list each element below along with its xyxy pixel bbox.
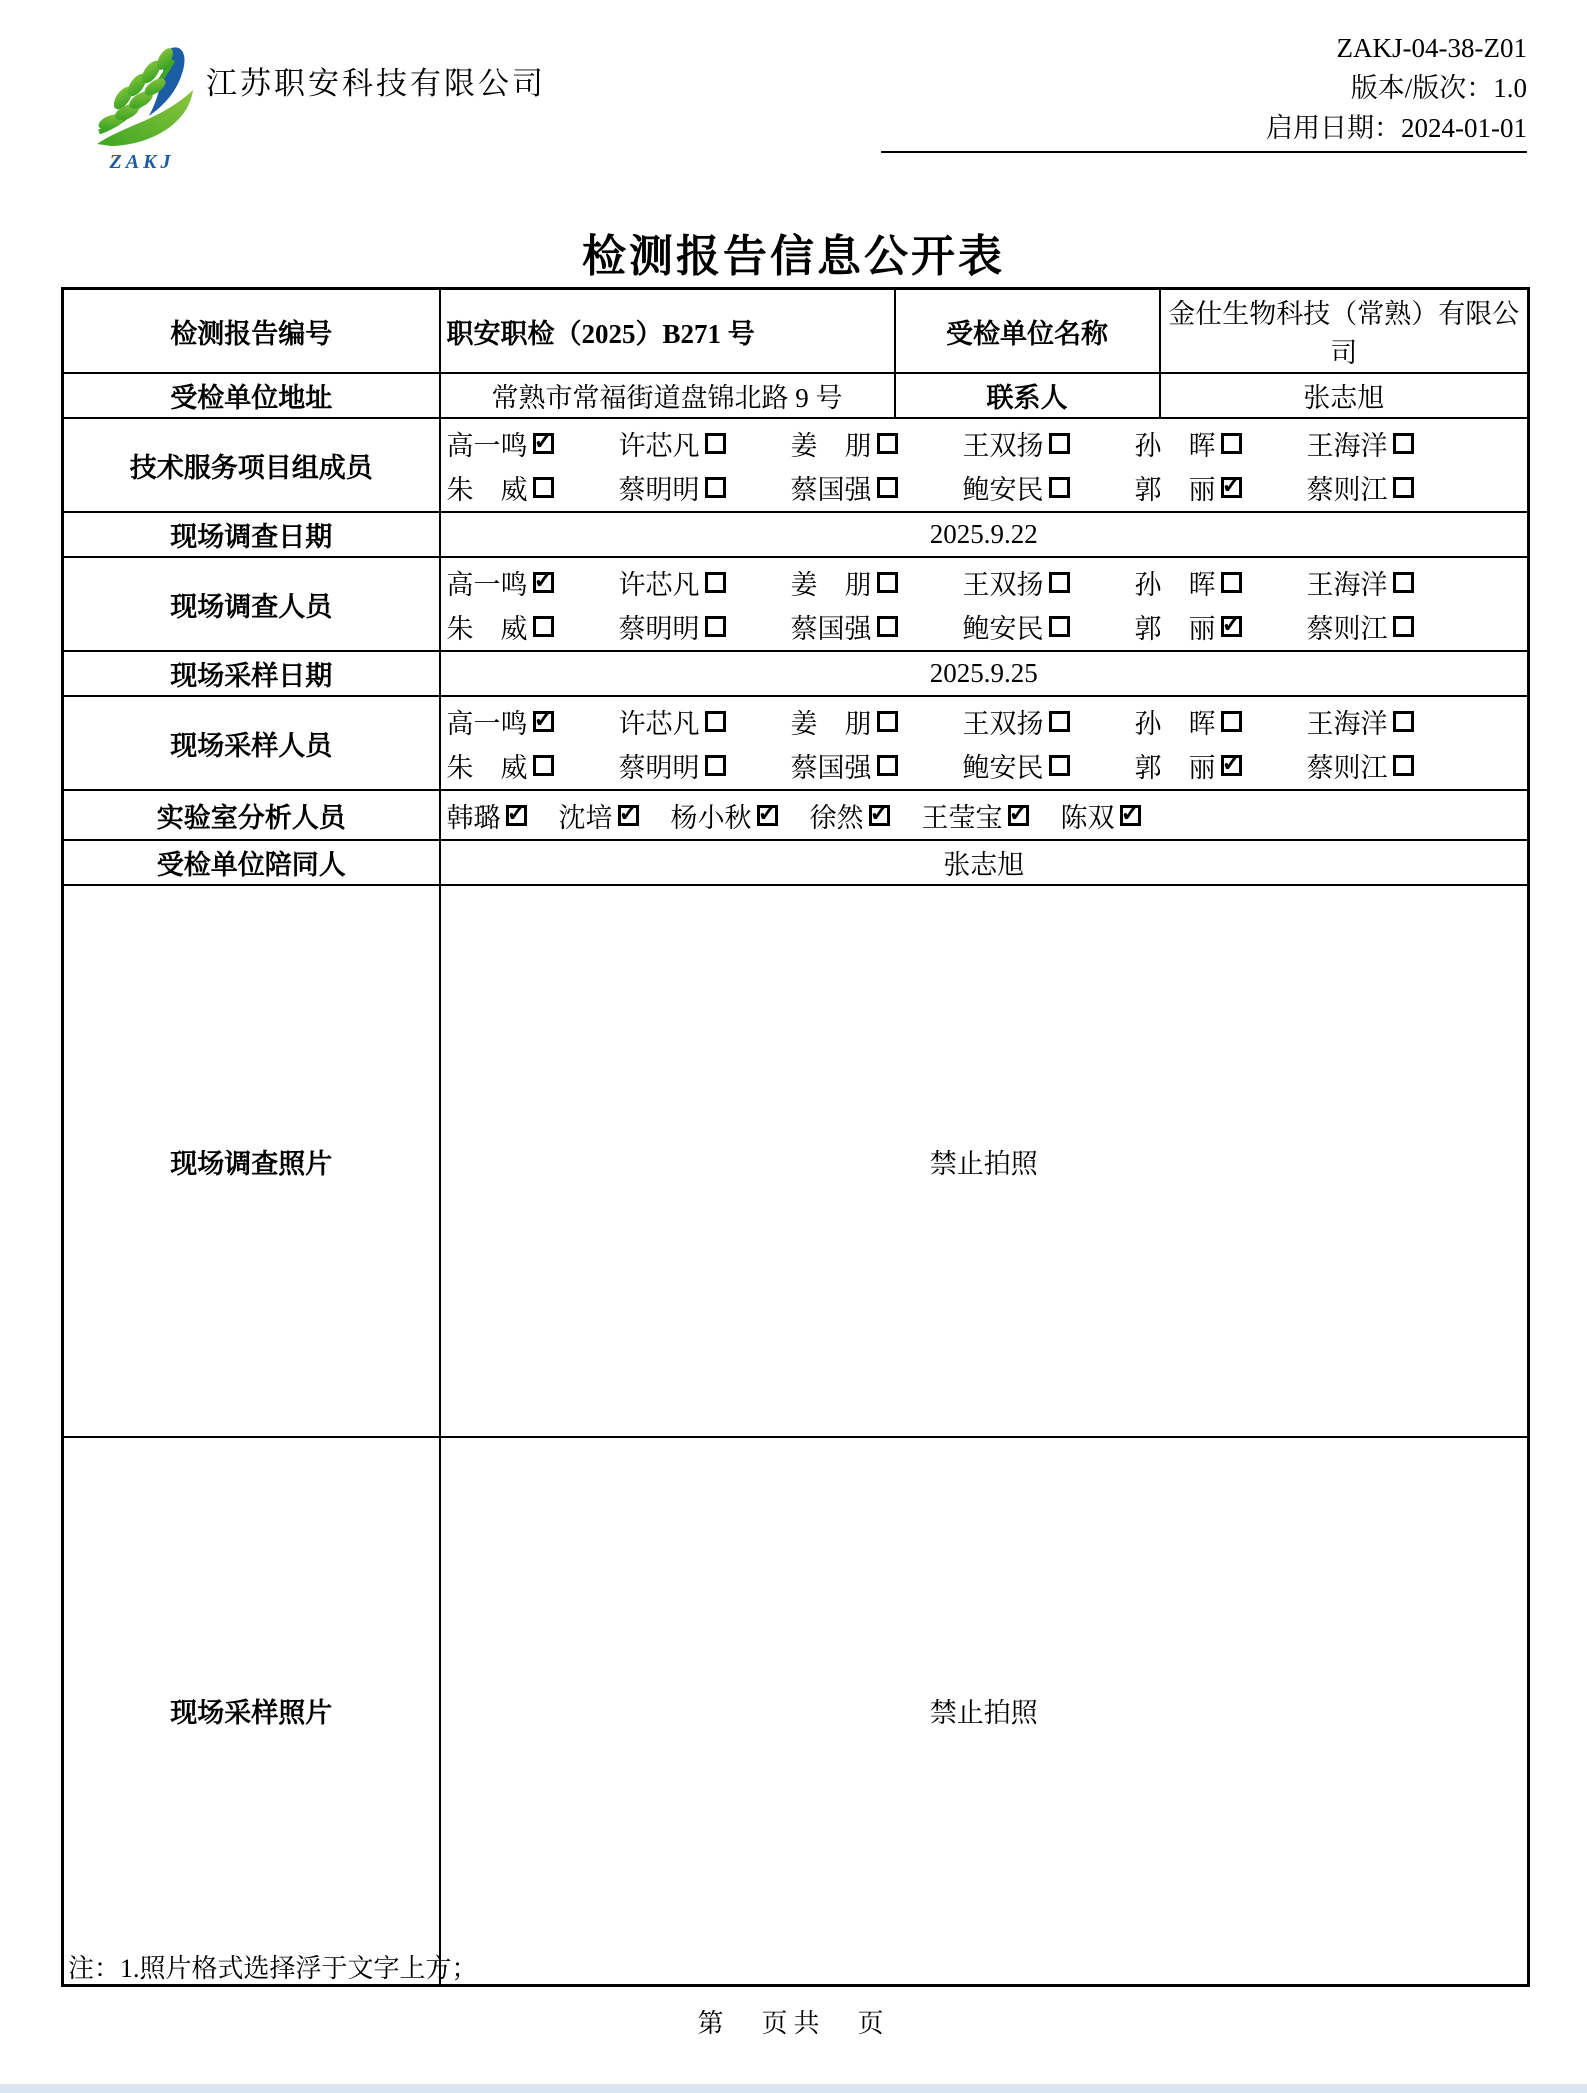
unchecked-checkbox[interactable]	[533, 477, 554, 498]
staff-name-item	[963, 563, 1135, 602]
unchecked-checkbox[interactable]	[533, 616, 554, 637]
staff-name-item	[791, 746, 963, 785]
checked-checkbox[interactable]	[1221, 477, 1242, 498]
staff-name: 许芯凡	[618, 708, 700, 739]
unit-name-label: 受检单位名称	[895, 289, 1160, 374]
member-line-1	[447, 699, 1522, 743]
table-row	[63, 418, 1529, 512]
unchecked-checkbox[interactable]	[533, 755, 554, 776]
unchecked-checkbox[interactable]	[877, 616, 898, 637]
staff-name: 鲍安民	[962, 474, 1044, 505]
staff-name-item	[1135, 468, 1307, 507]
member-line-2	[447, 604, 1522, 648]
staff-name: 姜 朋	[790, 708, 872, 739]
checked-checkbox[interactable]	[533, 572, 554, 593]
checked-checkbox[interactable]	[1008, 805, 1029, 826]
staff-name: 高一鸣	[446, 430, 528, 461]
staff-name-item	[619, 607, 791, 646]
staff-name: 朱 威	[446, 474, 528, 505]
company-logo	[78, 40, 206, 174]
staff-name-item	[1135, 563, 1307, 602]
lab-staff-line	[447, 793, 1522, 837]
footnote: 注：1.照片格式选择浮于文字上方；	[68, 1954, 478, 1983]
member-line-2	[447, 465, 1522, 509]
member-line-1	[447, 421, 1522, 465]
table-row	[63, 557, 1529, 651]
table-row	[63, 651, 1529, 696]
table-row	[63, 1437, 1529, 1985]
staff-name: 姜 朋	[790, 569, 872, 600]
team-label: 技术服务项目组成员	[63, 418, 440, 512]
document-codes	[1266, 28, 1527, 148]
staff-name-item	[1307, 702, 1479, 741]
table-row	[63, 840, 1529, 885]
staff-name-item	[922, 796, 1029, 835]
checked-checkbox[interactable]	[1221, 616, 1242, 637]
leaf-swoosh-logo-icon	[83, 40, 201, 150]
sample-date-label: 现场采样日期	[63, 651, 440, 696]
unit-addr-label: 受检单位地址	[63, 373, 440, 418]
staff-name: 蔡明明	[618, 613, 700, 644]
survey-date-value: 2025.9.22	[440, 512, 1529, 557]
unchecked-checkbox[interactable]	[1049, 755, 1070, 776]
report-no-label: 检测报告编号	[63, 289, 440, 374]
survey-staff-label: 现场调查人员	[63, 557, 440, 651]
survey-staff-cell	[440, 557, 1529, 651]
report-no-value: 职安职检（2025）B271 号	[440, 289, 895, 374]
survey-photo-label: 现场调查照片	[63, 885, 440, 1437]
staff-name: 蔡国强	[790, 752, 872, 783]
staff-name: 蔡明明	[618, 752, 700, 783]
unit-name-value: 金仕生物科技（常熟）有限公司	[1160, 289, 1529, 374]
staff-name-item	[1135, 702, 1307, 741]
staff-name: 鲍安民	[962, 752, 1044, 783]
unchecked-checkbox[interactable]	[877, 433, 898, 454]
staff-name-item	[1307, 468, 1479, 507]
staff-name-item	[447, 563, 619, 602]
report-info-table	[61, 287, 1530, 1987]
survey-date-label: 现场调查日期	[63, 512, 440, 557]
logo-text: ZAKJ	[109, 151, 175, 173]
staff-name-item	[619, 563, 791, 602]
unchecked-checkbox[interactable]	[1393, 433, 1414, 454]
staff-name: 郭 丽	[1134, 752, 1216, 783]
staff-name: 沈培	[558, 802, 613, 833]
staff-name-item	[559, 796, 639, 835]
staff-name-item	[619, 702, 791, 741]
unchecked-checkbox[interactable]	[705, 755, 726, 776]
staff-name: 鲍安民	[962, 613, 1044, 644]
unchecked-checkbox[interactable]	[1221, 572, 1242, 593]
company-name: 江苏职安科技有限公司	[206, 66, 546, 101]
team-members-cell	[440, 418, 1529, 512]
checked-checkbox[interactable]	[869, 805, 890, 826]
staff-name-item	[619, 746, 791, 785]
checked-checkbox[interactable]	[618, 805, 639, 826]
staff-name: 蔡则江	[1306, 752, 1388, 783]
staff-name: 蔡则江	[1306, 474, 1388, 505]
unchecked-checkbox[interactable]	[1393, 477, 1414, 498]
checked-checkbox[interactable]	[1120, 805, 1141, 826]
unchecked-checkbox[interactable]	[1393, 572, 1414, 593]
staff-name-item	[447, 424, 619, 463]
table-row	[63, 373, 1529, 418]
staff-name-item	[791, 607, 963, 646]
staff-name-item	[447, 746, 619, 785]
staff-name-item	[1307, 424, 1479, 463]
unchecked-checkbox[interactable]	[1049, 711, 1070, 732]
staff-name-item	[1307, 746, 1479, 785]
page-title: 检测报告信息公开表	[582, 232, 1005, 281]
staff-name-item	[1135, 607, 1307, 646]
table-row	[63, 512, 1529, 557]
staff-name: 孙 晖	[1134, 569, 1216, 600]
unchecked-checkbox[interactable]	[705, 616, 726, 637]
page-number-line: 第 页共 页	[697, 2009, 890, 2038]
staff-name: 许芯凡	[618, 569, 700, 600]
staff-name-item	[671, 796, 778, 835]
unit-addr-value: 常熟市常福街道盘锦北路 9 号	[440, 373, 895, 418]
staff-name: 蔡明明	[618, 474, 700, 505]
staff-name-item	[791, 424, 963, 463]
checked-checkbox[interactable]	[757, 805, 778, 826]
staff-name-item	[1307, 607, 1479, 646]
staff-name-item	[447, 796, 527, 835]
unchecked-checkbox[interactable]	[1049, 433, 1070, 454]
staff-name-item	[1135, 746, 1307, 785]
window-edge	[0, 2084, 1587, 2093]
staff-name: 王海洋	[1306, 708, 1388, 739]
sample-date-value: 2025.9.25	[440, 651, 1529, 696]
staff-name: 蔡国强	[790, 474, 872, 505]
staff-name: 王双扬	[962, 430, 1044, 461]
staff-name: 王海洋	[1306, 569, 1388, 600]
unchecked-checkbox[interactable]	[1221, 711, 1242, 732]
header-divider	[881, 151, 1527, 153]
member-line-1	[447, 560, 1522, 604]
staff-name-item	[1061, 796, 1141, 835]
unchecked-checkbox[interactable]	[877, 572, 898, 593]
escort-value: 张志旭	[440, 840, 1529, 885]
table-row	[63, 289, 1529, 374]
sample-staff-cell	[440, 696, 1529, 790]
unchecked-checkbox[interactable]	[877, 711, 898, 732]
checked-checkbox[interactable]	[1221, 755, 1242, 776]
staff-name-item	[619, 424, 791, 463]
unchecked-checkbox[interactable]	[1049, 616, 1070, 637]
staff-name: 王双扬	[962, 708, 1044, 739]
staff-name-item	[447, 702, 619, 741]
lab-staff-label: 实验室分析人员	[63, 790, 440, 840]
staff-name-item	[1307, 563, 1479, 602]
table-row	[63, 696, 1529, 790]
staff-name-item	[963, 424, 1135, 463]
staff-name: 王双扬	[962, 569, 1044, 600]
staff-name-item	[791, 702, 963, 741]
staff-name: 王海洋	[1306, 430, 1388, 461]
contact-value: 张志旭	[1160, 373, 1529, 418]
doc-code: ZAKJ-04-38-Z01	[1336, 33, 1527, 63]
unchecked-checkbox[interactable]	[1393, 711, 1414, 732]
staff-name: 许芯凡	[618, 430, 700, 461]
staff-name: 高一鸣	[446, 569, 528, 600]
staff-name-item	[447, 607, 619, 646]
staff-name-item	[447, 468, 619, 507]
sample-photo-label: 现场采样照片	[63, 1437, 440, 1985]
staff-name: 郭 丽	[1134, 613, 1216, 644]
member-line-2	[447, 743, 1522, 787]
table-row	[63, 885, 1529, 1437]
unchecked-checkbox[interactable]	[877, 755, 898, 776]
checked-checkbox[interactable]	[533, 711, 554, 732]
staff-name: 朱 威	[446, 752, 528, 783]
table-row	[63, 790, 1529, 840]
staff-name-item	[963, 746, 1135, 785]
staff-name: 蔡国强	[790, 613, 872, 644]
staff-name-item	[963, 607, 1135, 646]
staff-name: 王莹宝	[921, 802, 1003, 833]
staff-name: 陈双	[1060, 802, 1115, 833]
staff-name: 高一鸣	[446, 708, 528, 739]
staff-name-item	[619, 468, 791, 507]
unchecked-checkbox[interactable]	[1049, 477, 1070, 498]
staff-name-item	[791, 563, 963, 602]
staff-name: 韩璐	[446, 802, 501, 833]
sample-photo-cell: 禁止拍照	[440, 1437, 1529, 1985]
unchecked-checkbox[interactable]	[705, 711, 726, 732]
escort-label: 受检单位陪同人	[63, 840, 440, 885]
staff-name-item	[963, 702, 1135, 741]
checked-checkbox[interactable]	[506, 805, 527, 826]
unchecked-checkbox[interactable]	[705, 433, 726, 454]
staff-name: 蔡则江	[1306, 613, 1388, 644]
staff-name: 郭 丽	[1134, 474, 1216, 505]
unchecked-checkbox[interactable]	[877, 477, 898, 498]
staff-name: 孙 晖	[1134, 708, 1216, 739]
survey-photo-cell: 禁止拍照	[440, 885, 1529, 1437]
unchecked-checkbox[interactable]	[705, 572, 726, 593]
doc-version: 版本/版次：1.0	[1350, 73, 1527, 103]
sample-staff-label: 现场采样人员	[63, 696, 440, 790]
staff-name: 徐然	[809, 802, 864, 833]
unchecked-checkbox[interactable]	[1049, 572, 1070, 593]
staff-name: 孙 晖	[1134, 430, 1216, 461]
staff-name-item	[1135, 424, 1307, 463]
unchecked-checkbox[interactable]	[1393, 755, 1414, 776]
staff-name-item	[791, 468, 963, 507]
staff-name: 姜 朋	[790, 430, 872, 461]
checked-checkbox[interactable]	[533, 433, 554, 454]
unchecked-checkbox[interactable]	[1221, 433, 1242, 454]
staff-name-item	[963, 468, 1135, 507]
staff-name: 朱 威	[446, 613, 528, 644]
lab-staff-cell	[440, 790, 1529, 840]
staff-name: 杨小秋	[670, 802, 752, 833]
staff-name-item	[810, 796, 890, 835]
unchecked-checkbox[interactable]	[705, 477, 726, 498]
unchecked-checkbox[interactable]	[1393, 616, 1414, 637]
doc-start-date: 启用日期：2024-01-01	[1266, 113, 1527, 143]
contact-label: 联系人	[895, 373, 1160, 418]
